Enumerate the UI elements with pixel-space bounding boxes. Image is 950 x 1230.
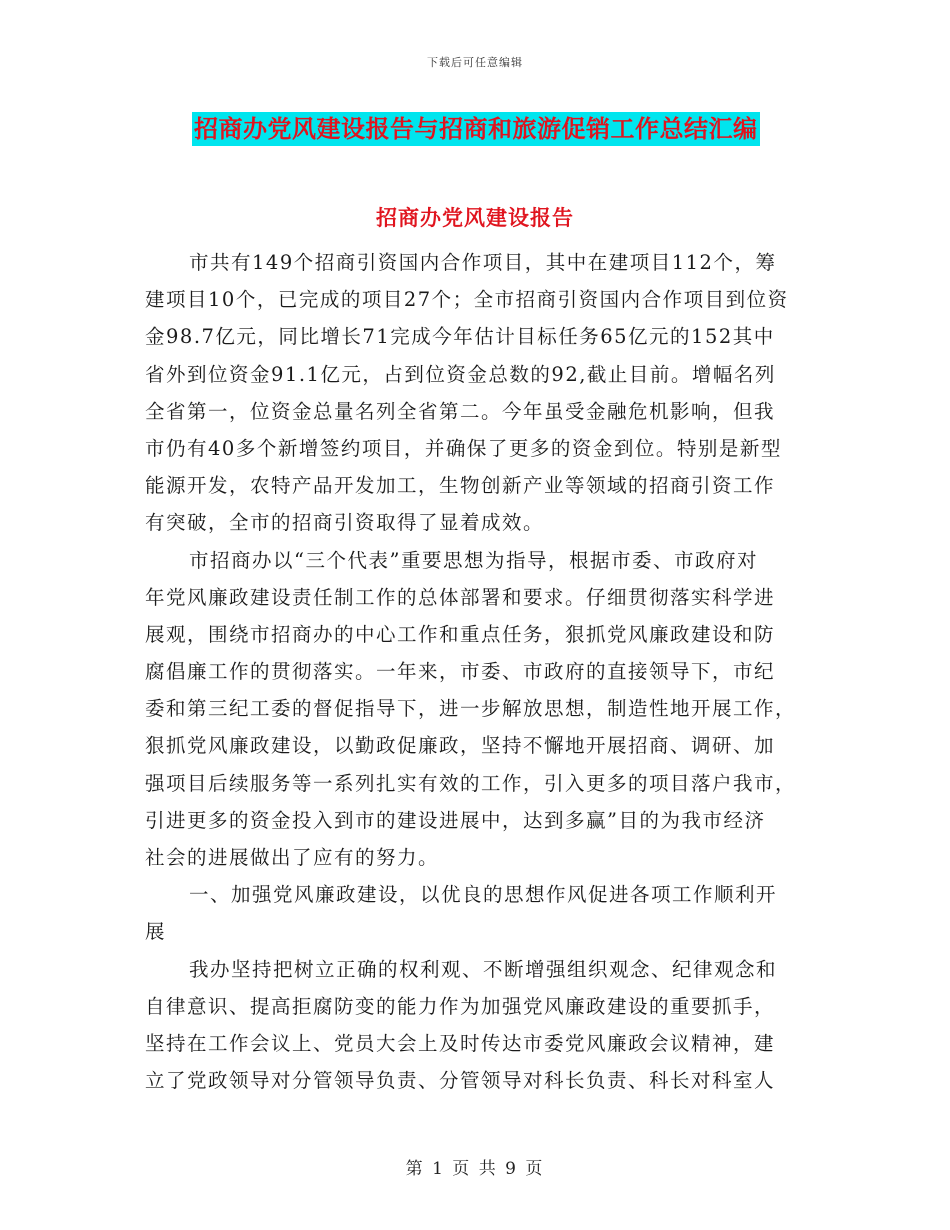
text-line: 市仍有40多个新增签约项目，并确保了更多的资金到位。特别是新型 [145,436,782,460]
body-text [145,244,805,1099]
text-line: 立了党政领导对分管领导负责、分管领导对科长负责、科长对科室人 [145,1069,776,1093]
text-line: 展 [145,920,167,944]
text-line: 建项目10个，已完成的项目27个；全市招商引资国内合作项目到位资 [145,288,789,312]
page-number: 第 1 页 共 9 页 [405,1159,545,1179]
text-line: 有突破，全市的招商引资取得了显着成效。 [145,511,545,535]
text-line: 年党风廉政建设责任制工作的总体部署和要求。仔细贯彻落实科学进 [145,585,776,609]
text-line: 社会的进展做出了应有的努力。 [145,846,440,869]
text-line: 市招商办以“三个代表”重要思想为指导，根据市委、市政府对 [189,548,758,572]
text-line: 腐倡廉工作的贯彻落实。一年来，市委、市政府的直接领导下，市纪 [145,660,776,684]
text-line: 我办坚持把树立正确的权利观、不断增强组织观念、纪律观念和 [189,957,778,981]
text-line: 市共有149个招商引资国内合作项目，其中在建项目112个，筹 [189,251,777,274]
header-note: 下载后可任意编辑 [427,56,523,69]
section-title: 招商办党风建设报告 [376,205,574,230]
text-line: 引进更多的资金投入到市的建设进展中，达到多赢”目的为我市经济 [145,808,766,832]
text-line: 展观，围绕市招商办的中心工作和重点任务，狠抓党风廉政建设和防 [145,622,776,646]
text-line: 能源开发，农特产品开发加工，生物创新产业等领域的招商引资工作 [145,474,776,498]
text-line: 自律意识、提高拒腐防变的能力作为加强党风廉政建设的重要抓手， [145,994,776,1018]
text-line: 狠抓党风廉政建设，以勤政促廉政，坚持不懈地开展招商、调研、加 [145,734,776,758]
text-line: 金98.7亿元，同比增长71完成今年估计目标任务65亿元的152其中 [145,325,775,349]
text-line: 省外到位资金91.1亿元，占到位资金总数的92,截止目前。增幅名列 [145,362,776,386]
main-title: 招商办党风建设报告与招商和旅游促销工作总结汇编 [192,112,760,146]
text-line: 一、加强党风廉政建设，以优良的思想作风促进各项工作顺利开 [189,883,778,907]
text-line: 委和第三纪工委的督促指导下，进一步解放思想，制造性地开展工作， [145,697,797,721]
text-line: 坚持在工作会议上、党员大会上及时传达市委党风廉政会议精神，建 [145,1031,776,1055]
text-line: 全省第一，位资金总量名列全省第二。今年虽受金融危机影响，但我 [145,399,776,423]
text-line: 强项目后续服务等一系列扎实有效的工作，引入更多的项目落户我市， [145,771,797,795]
